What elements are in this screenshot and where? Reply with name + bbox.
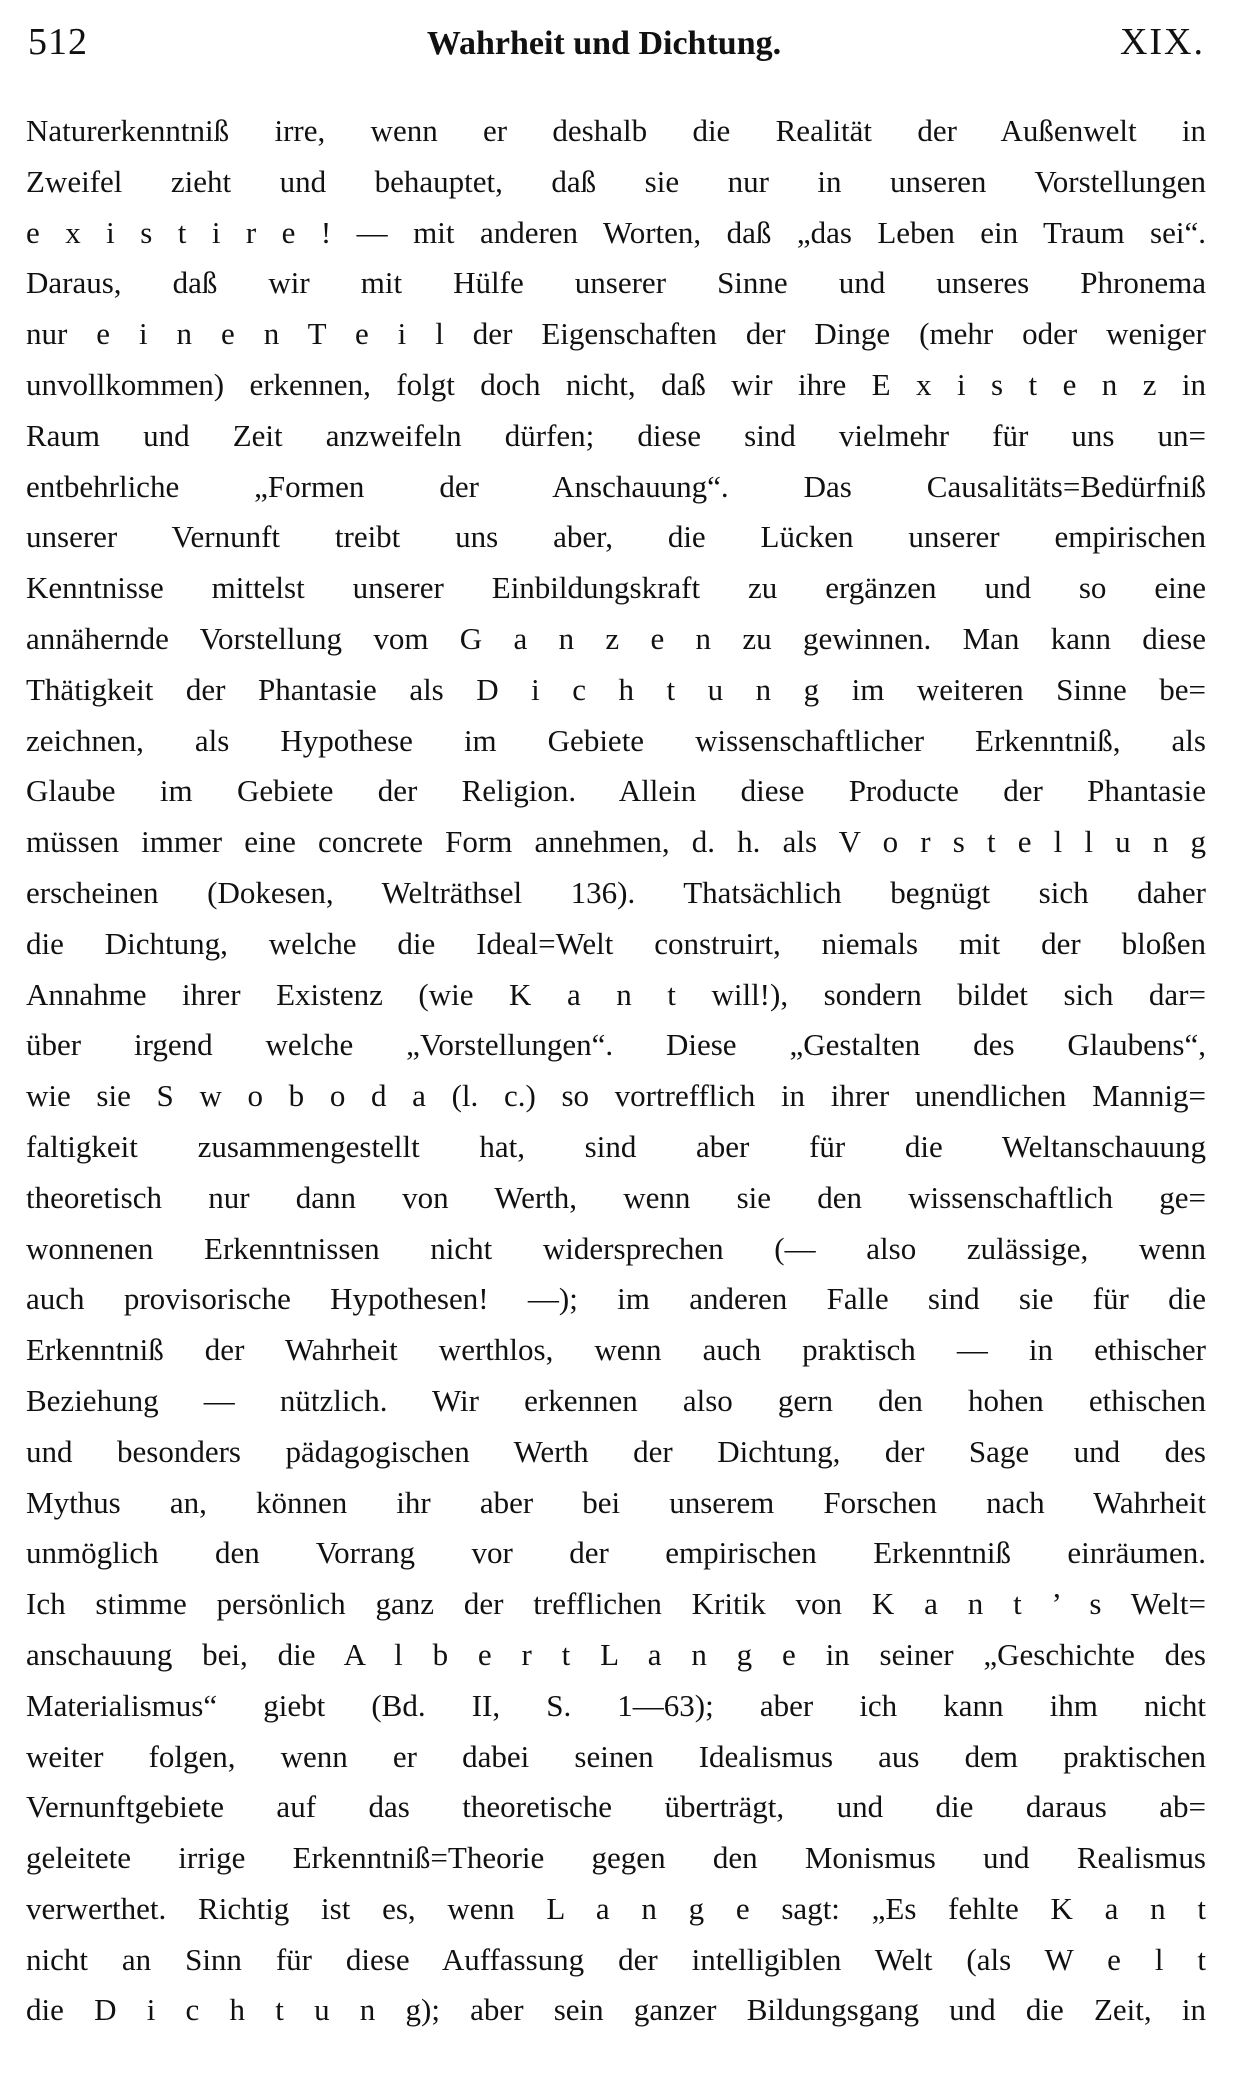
text-line: die Dichtung, welche die Ideal=Welt construirt, niemals mit der bloßen <box>26 925 1206 961</box>
text-line: Glaube im Gebiete der Religion. Allein diese Producte der Phantasie <box>26 773 1206 809</box>
text-line: e x i s t i r e ! — mit anderen Worten, daß „das Leben ein Traum sei“. <box>26 214 1206 250</box>
text-line: zeichnen, als Hypothese im Gebiete wissenschaftlicher Erkenntniß, als <box>26 722 1206 758</box>
text-line: nicht an Sinn für diese Auffassung der intelligiblen Welt (als W e l t <box>26 1941 1206 1977</box>
body-text <box>26 106 1206 2036</box>
text-line: Daraus, daß wir mit Hülfe unserer Sinne und unseres Phronema <box>26 265 1206 301</box>
page-header <box>28 20 1205 70</box>
text-line: und besonders pädagogischen Werth der Dichtung, der Sage und des <box>26 1433 1206 1469</box>
text-line: Vernunftgebiete auf das theoretische überträgt, und die daraus ab= <box>26 1789 1206 1825</box>
text-line: die D i c h t u n g); aber sein ganzer Bildungsgang und die Zeit, in <box>26 1992 1206 2028</box>
text-line: unserer Vernunft treibt uns aber, die Lücken unserer empirischen <box>26 519 1206 555</box>
running-title: Wahrheit und Dichtung. <box>426 25 782 62</box>
text-line: geleitete irrige Erkenntniß=Theorie gegen den Monismus und Realismus <box>26 1840 1206 1876</box>
text-line: Ich stimme persönlich ganz der trefflichen Kritik von K a n t ’ s Welt= <box>26 1586 1206 1622</box>
text-line: wie sie S w o b o d a (l. c.) so vortrefflich in ihrer unendlichen Mannig= <box>26 1078 1206 1114</box>
text-line: unmöglich den Vorrang vor der empirischen Erkenntniß einräumen. <box>26 1535 1206 1571</box>
text-line: annähernde Vorstellung vom G a n z e n zu gewinnen. Man kann diese <box>26 620 1206 656</box>
text-line: unvollkommen) erkennen, folgt doch nicht, daß wir ihre E x i s t e n z in <box>26 366 1206 402</box>
text-line: Naturerkenntniß irre, wenn er deshalb die Realität der Außenwelt in <box>26 113 1206 148</box>
text-line: über irgend welche „Vorstellungen“. Diese „Gestalten des Glaubens“, <box>26 1027 1206 1063</box>
text-line: erscheinen (Dokesen, Welträthsel 136). Thatsächlich begnügt sich daher <box>26 874 1206 910</box>
text-line: entbehrliche „Formen der Anschauung“. Das Causalitäts=Bedürfniß <box>26 468 1206 504</box>
text-line: weiter folgen, wenn er dabei seinen Idealismus aus dem praktischen <box>26 1738 1206 1774</box>
text-line: theoretisch nur dann von Werth, wenn sie den wissenschaftlich ge= <box>26 1179 1206 1215</box>
page-number: 512 <box>28 21 88 63</box>
text-line: Kenntnisse mittelst unserer Einbildungskraft zu ergänzen und so eine <box>26 570 1206 606</box>
text-line: Beziehung — nützlich. Wir erkennen also gern den hohen ethischen <box>26 1382 1206 1418</box>
text-line: Materialismus“ giebt (Bd. II, S. 1—63); aber ich kann ihm nicht <box>26 1687 1206 1723</box>
text-line: nur e i n e n T e i l der Eigenschaften der Dinge (mehr oder weniger <box>26 316 1206 352</box>
text-line: Mythus an, können ihr aber bei unserem Forschen nach Wahrheit <box>26 1484 1206 1520</box>
text-line: Annahme ihrer Existenz (wie K a n t will!), sondern bildet sich dar= <box>26 976 1206 1012</box>
text-line: müssen immer eine concrete Form annehmen, d. h. als V o r s t e l l u n g <box>26 824 1206 860</box>
text-line: Zweifel zieht und behauptet, daß sie nur in unseren Vorstellungen <box>26 163 1206 199</box>
text-line: anschauung bei, die A l b e r t L a n g e in seiner „Geschichte des <box>26 1636 1206 1672</box>
text-line: Erkenntniß der Wahrheit werthlos, wenn auch praktisch — in ethischer <box>26 1332 1206 1368</box>
text-line: Thätigkeit der Phantasie als D i c h t u n g im weiteren Sinne be= <box>26 671 1206 707</box>
text-line: faltigkeit zusammengestellt hat, sind aber für die Weltanschauung <box>26 1128 1206 1164</box>
text-line: Raum und Zeit anzweifeln dürfen; diese sind vielmehr für uns un= <box>26 417 1206 453</box>
text-line: verwerthet. Richtig ist es, wenn L a n g e sagt: „Es fehlte K a n t <box>26 1890 1206 1926</box>
chapter-number: XIX. <box>1119 21 1205 63</box>
text-line: auch provisorische Hypothesen! —); im anderen Falle sind sie für die <box>26 1281 1206 1317</box>
text-line: wonnenen Erkenntnissen nicht widersprechen (— also zulässige, wenn <box>26 1230 1206 1266</box>
